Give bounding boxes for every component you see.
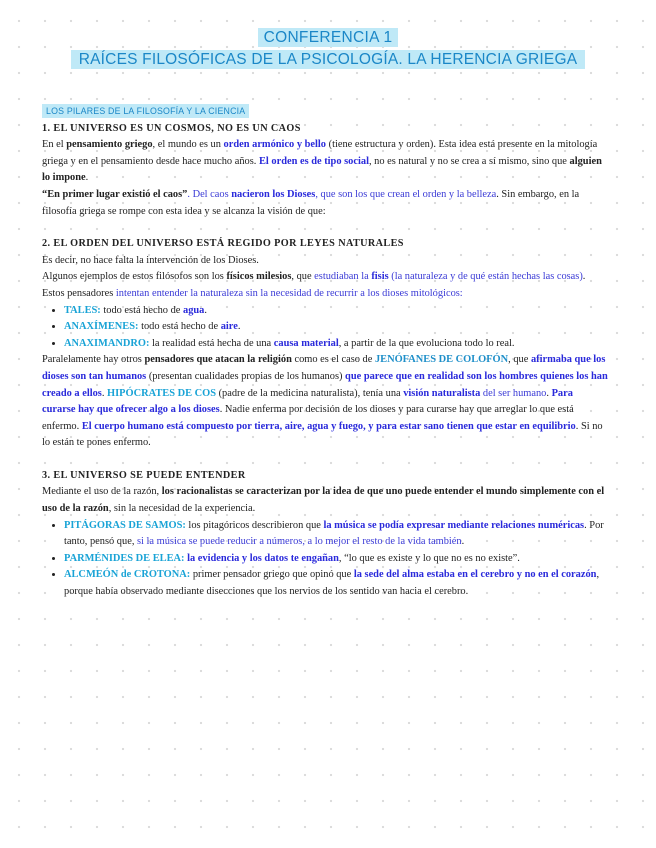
paragraph-2c: Paralelamente hay otros pensadores que atacan la religión como es el caso de JENÓFANES DE COLOFÓN, que afirmaba que los dioses son tan humanos (presentan cualidades propias de los humanos) que parece que en realidad son los hombres quienes los han creado a ellos. HIPÓCRATES DE COS (padre de la medicina naturalista), tenía una visión naturalista del ser humano. Para curarse hay que ofrecer algo a los dioses. Nadie enferma por decisión de los dioses y para curarse hay que arreglar lo que está enfermo. El cuerpo humano está compuesto por tierra, aire, agua y fuego, y para estar sano tienen que estar en equilibrio. Si no lo están te pones enfermo. (42, 354, 608, 449)
rationalist-list (42, 518, 608, 601)
document-body (42, 104, 608, 601)
heading-2: 2. EL ORDEN DEL UNIVERSO ESTÁ REGIDO POR LEYES NATURALES (42, 238, 404, 250)
paragraph-2b: Algunos ejemplos de estos filósofos son los físicos milesios, que estudiaban la fisis (la naturaleza y de qué están hechas las cosas). Estos pensadores intentan entender la naturaleza sin la necesidad de recurrir a los dioses mitológicos: (42, 271, 586, 299)
section-header: LOS PILARES DE LA FILOSOFÍA Y LA CIENCIA (42, 104, 249, 118)
list-item: • PARMÉNIDES DE ELEA: la evidencia y los datos te engañan, “lo que es existe y lo que no es no existe”. (64, 551, 608, 568)
list-item: • TALES: todo está hecho de agua. (64, 303, 608, 320)
conference-subtitle: RAÍCES FILOSÓFICAS DE LA PSICOLOGÍA. LA HERENCIA GRIEGA (71, 50, 586, 69)
document-title (0, 28, 656, 69)
paragraph-1: En el pensamiento griego, el mundo es un orden armónico y bello (tiene estructura y orden). Esta idea está presente en la mitología griega y en el pensamiento desde hace mucho años. El orden es de tipo social, no es natural y no se crea a sí mismo, sino que alguien lo impone. “En primer lugar existió el caos”. Del caos nacieron los Dioses, que son los que crean el orden y la belleza. Sin embargo, en la filosofía griega se rompe con esta idea y se alcanza la visión de que: (42, 139, 602, 217)
list-item: • ALCMEÓN de CROTONA: primer pensador griego que opinó que la sede del alma estaba en el cerebro y no en el corazón, porque había observado mediante disecciones que los nervios de los sentido van hacia el cerebro. (64, 567, 608, 600)
list-item: • ANAXÍMENES: todo está hecho de aire. (64, 319, 608, 336)
list-item: • ANAXIMANDRO: la realidad está hecha de una causa material, a partir de la que evoluciona todo lo real. (64, 336, 608, 353)
heading-1: 1. EL UNIVERSO ES UN COSMOS, NO ES UN CAOS (42, 122, 301, 134)
heading-3: 3. EL UNIVERSO SE PUEDE ENTENDER (42, 469, 246, 481)
paragraph-2a: Es decir, no hace falta la intervención de los Dioses. (42, 254, 259, 266)
conference-title: CONFERENCIA 1 (258, 28, 399, 47)
list-item: • PITÁGORAS DE SAMOS: los pitagóricos describieron que la música se podía expresar mediante relaciones numéricas. Por tanto, pensó que, si la música se puede reducir a números, a lo mejor el resto de la vida también. (64, 518, 608, 551)
paragraph-3: Mediante el uso de la razón, los racionalistas se caracterizan por la idea de que uno puede entender el mundo simplemente con el uso de la razón, sin la necesidad de la experiencia. (42, 486, 605, 515)
milesian-list (42, 303, 608, 353)
